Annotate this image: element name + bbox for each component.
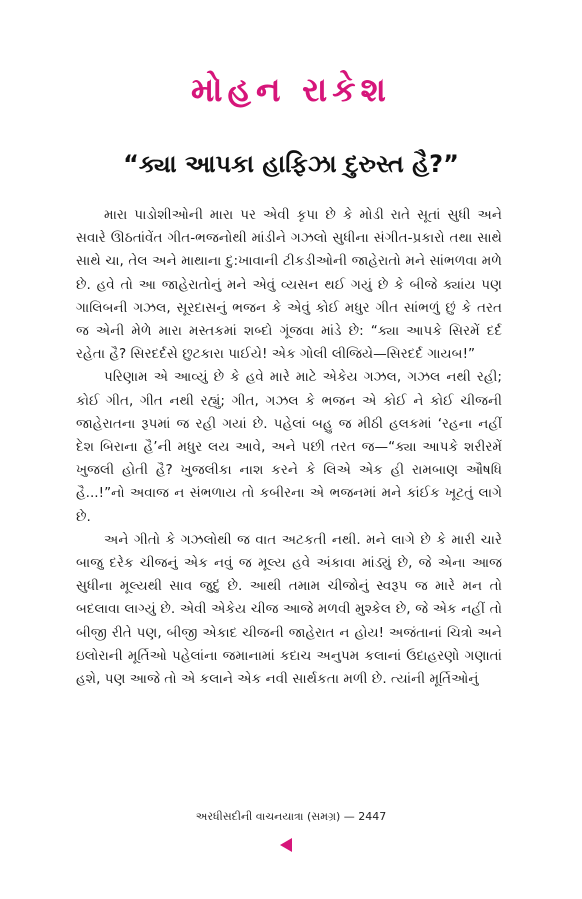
previous-page-arrow-icon[interactable] [280,838,292,852]
paragraph-3: અને ગીતો કે ગઝલોથી જ વાત અટકતી નથી. મને લાગે છે કે મારી ચારે બાજુ દરેક ચીજનું એક નવું જ મૂલ્ય હવે અંકાવા માંડ્યું છે, જે એના આજ સુધીના મૂલ્યથી સાવ જુદું છે. આથી તમામ ચીજોનું સ્વરૂપ જ મારે મન તો બદલાવા લાગ્યું છે. એવી એકેય ચીજ આજે મળવી મુશ્કેલ છે, જે એક નહીં તો બીજી રીતે પણ, બીજી એકાદ ચીજની જાહેરાત ન હોય! અજંતાનાં ચિત્રો અને ઇલોરાની મૂર્તિઓ પહેલાંના જમાનામાં કદાચ અનુપમ કલાનાં ઉદાહરણો ગણાતાં હશે, પણ આજે તો એ કલાને એક નવી સાર્થકતા મળી છે. ત્યાંની મૂર્તિઓનું [76,531,502,688]
author-name: મોહન રાકેશ [191,70,391,109]
paragraph-2: પરિણામ એ આવ્યું છે કે હવે મારે માટે એકેય ગઝલ, ગઝલ નથી રહી; કોઈ ગીત, ગીત નથી રહ્યું; ગીત, ગઝલ કે ભજન એ કોઈ ને કોઈ ચીજની જાહેરાતના રૂપમાં જ રહી ગયાં છે. પહેલાં બહુ જ મીઠી હલકમાં ‘રહના નહીં દેશ બિરાના હૈ’ની મધુર લય આવે, અને પછી તરત જ—“ક્યા આપકે શરીરમેં ખુજલી હોતી હૈ? ખુજલીકા નાશ કરને કે લિએ એક હી રામબાણ ઔષધિ હૈ...!”નો અવાજ ન સંભળાય તો કબીરના એ ભજનમાં મને કાંઈક ખૂટતું લાગે છે. [76,369,502,525]
page-footer: અરધીસદીની વાચનયાત્રા (સમગ્ર) — 2447 [195,810,387,823]
article-title: “ક્યા આપકા હાફિઝા દુરુસ્ત હૈ?” [123,150,459,178]
article-body [76,204,502,691]
paragraph-1: મારા પાડોશીઓની મારા પર એવી કૃપા છે કે મોડી રાતે સૂતાં સુધી અને સવારે ઊઠતાંવેંત ગીત-ભજનોથી માંડીને ગઝલો સુધીના સંગીત-પ્રકારો તથા સાથે સાથે ચા, તેલ અને માથાના દુ:ખાવાની ટીકડીઓની જાહેરાતો મને સાંભળવા મળે છે. હવે તો આ જાહેરાતોનું મને એવું વ્યસન થઈ ગયું છે કે બીજે ક્યાંય પણ ગાલિબની ગઝલ, સૂરદાસનું ભજન કે એવું કોઈ મધુર ગીત સાંભળું છું કે તરત જ એની મેળે મારા મસ્તકમાં શબ્દો ગૂંજવા માંડે છે: “ક્યા આપકે સિરમેં દર્દ રહેતા હૈ? સિરદર્દસે છુટકારા પાઈયે! એક ગોલી લીજિયે—સિરદર્દ ગાયબ!” [76,207,502,363]
